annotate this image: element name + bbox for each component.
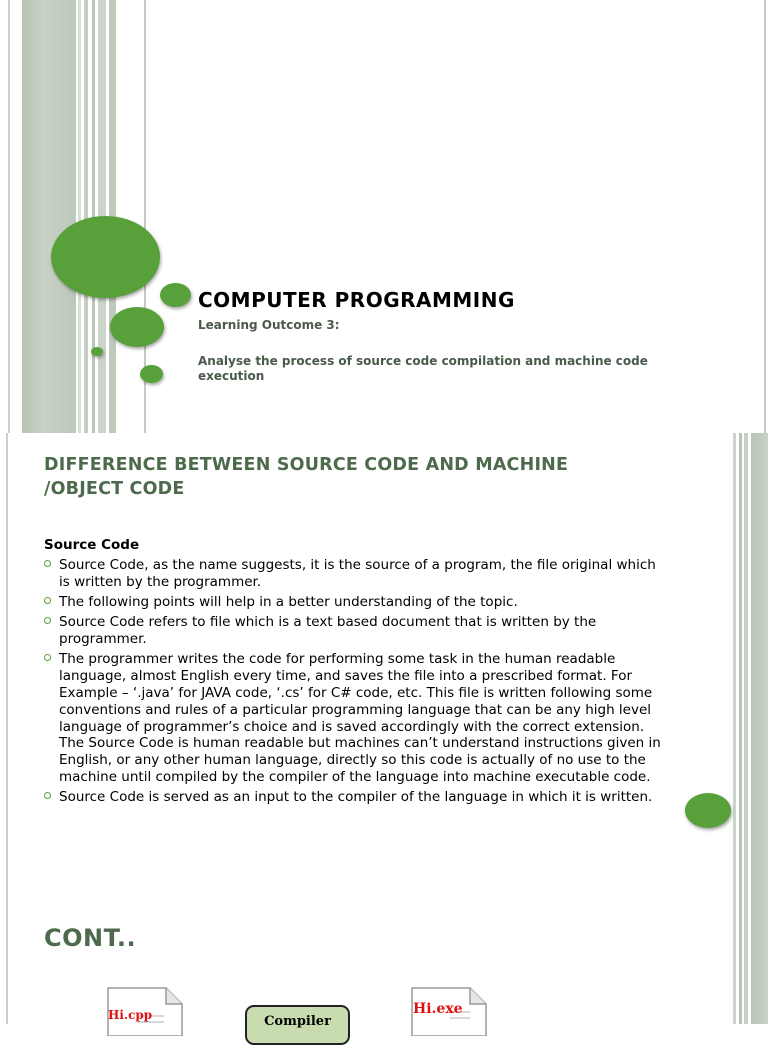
- decor-stripe: [751, 433, 768, 865]
- decor-stripe: [744, 433, 748, 865]
- decor-circle: [51, 216, 160, 298]
- list-item: Source Code refers to file which is a text based document that is written by the programmer.: [44, 614, 662, 648]
- bullet-icon: [44, 560, 51, 567]
- source-file-label: Hi.cpp: [108, 1008, 153, 1022]
- decor-stripe: [22, 0, 76, 433]
- bullet-icon: [44, 792, 51, 799]
- learning-outcome-label: Learning Outcome 3:: [198, 318, 340, 332]
- decor-stripe: [6, 865, 8, 1024]
- decor-stripe: [8, 0, 10, 433]
- compiler-box: Compiler: [245, 1005, 350, 1045]
- decor-stripe: [764, 0, 766, 433]
- title-slide: [0, 0, 768, 433]
- decor-stripe: [84, 0, 88, 433]
- list-item: Source Code is served as an input to the compiler of the language in which it is written.: [44, 789, 662, 806]
- decor-stripe: [739, 865, 742, 1024]
- decor-stripe: [6, 433, 8, 865]
- bullet-list: [44, 557, 662, 810]
- decor-stripe: [733, 865, 736, 1024]
- decor-circle: [140, 365, 163, 383]
- learning-outcome-text: Analyse the process of source code compilation and machine code execution: [198, 354, 648, 383]
- list-item: Source Code, as the name suggests, it is the source of a program, the file original which is written by the programmer.: [44, 557, 662, 591]
- decor-circle: [685, 793, 731, 828]
- decor-circle: [110, 307, 164, 347]
- decor-stripe: [78, 0, 81, 433]
- bullet-icon: [44, 654, 51, 661]
- bullet-icon: [44, 597, 51, 604]
- decor-stripe: [733, 433, 736, 865]
- source-code-subheading: Source Code: [44, 537, 140, 553]
- section-heading: DIFFERENCE BETWEEN SOURCE CODE AND MACHINE /OBJECT CODE: [44, 455, 569, 499]
- slide-title: COMPUTER PROGRAMMING: [198, 288, 515, 312]
- cont-heading: CONT..: [44, 924, 137, 952]
- decor-stripe: [751, 865, 768, 1024]
- decor-stripe: [744, 865, 748, 1024]
- list-item: The programmer writes the code for performing some task in the human readable language, almost English every time, and saves the file into a prescribed format. For Example – ‘.java’ for JAVA code, ‘.cs’ for C# code, etc. This file is written following some conventions and rules of a particular programming language that can be any high level language of programmer’s choice and is saved accordingly with the correct extension. The Source Code is human readable but machines can’t understand instructions given in English, or any other human language, directly so this code is actually of no use to the machine until compiled by the compiler of the language into machine executable code.: [44, 651, 662, 785]
- decor-circle: [160, 283, 191, 307]
- decor-stripe: [739, 433, 742, 865]
- bullet-icon: [44, 617, 51, 624]
- exe-file-label: Hi.exe: [413, 1001, 463, 1017]
- decor-circle: [91, 347, 103, 356]
- list-item: The following points will help in a better understanding of the topic.: [44, 594, 662, 611]
